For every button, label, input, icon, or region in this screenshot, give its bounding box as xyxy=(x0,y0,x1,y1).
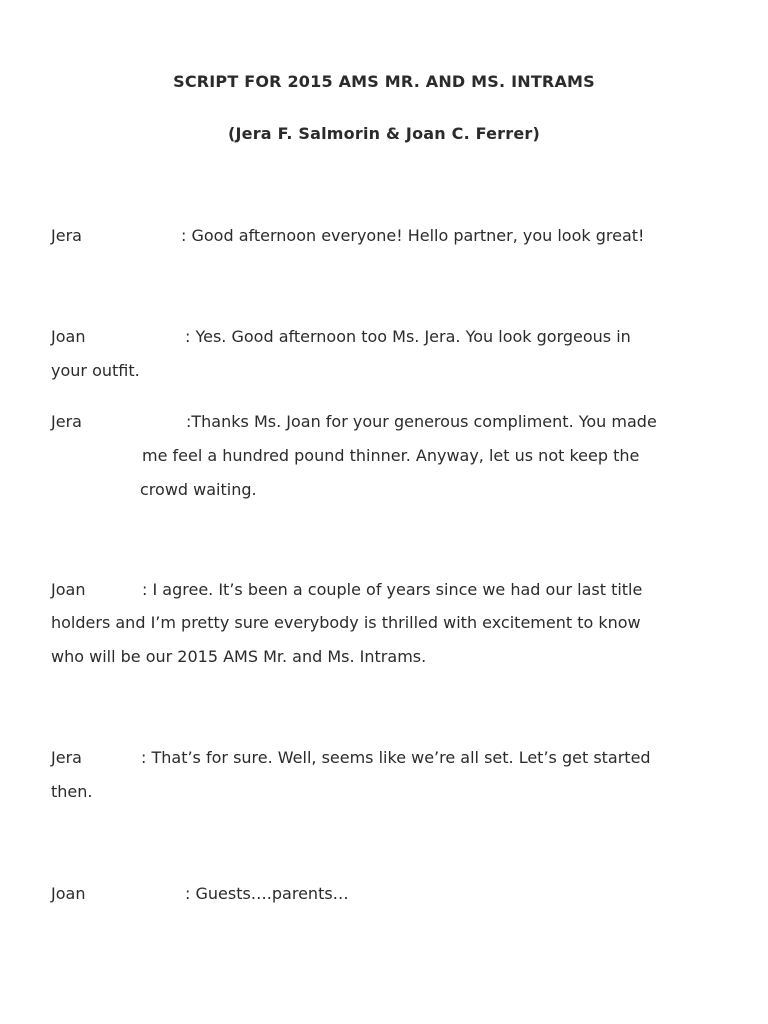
dialogue-continuation: crowd waiting. xyxy=(140,480,257,499)
dialogue-continuation: holders and I’m pretty sure everybody is thrilled with excitement to know xyxy=(51,613,641,632)
dialogue-line: : Guests….parents… xyxy=(185,884,349,903)
document-title: SCRIPT FOR 2015 AMS MR. AND MS. INTRAMS xyxy=(173,72,595,91)
dialogue-continuation: me feel a hundred pound thinner. Anyway, let us not keep the xyxy=(142,446,640,465)
speaker-name: Jera xyxy=(51,748,82,767)
dialogue-continuation: then. xyxy=(51,782,93,801)
speaker-name: Joan xyxy=(51,580,86,599)
speaker-name: Joan xyxy=(51,327,86,346)
dialogue-continuation: who will be our 2015 AMS Mr. and Ms. Intrams. xyxy=(51,647,427,666)
dialogue-line: : Yes. Good afternoon too Ms. Jera. You look gorgeous in xyxy=(185,327,631,346)
dialogue-line: : Good afternoon everyone! Hello partner, you look great! xyxy=(181,226,645,245)
dialogue-continuation: your outfit. xyxy=(51,361,140,380)
speaker-name: Joan xyxy=(51,884,86,903)
document-subtitle: (Jera F. Salmorin & Joan C. Ferrer) xyxy=(228,124,540,143)
dialogue-line: : That’s for sure. Well, seems like we’re all set. Let’s get started xyxy=(141,748,651,767)
speaker-name: Jera xyxy=(51,412,82,431)
dialogue-line: :Thanks Ms. Joan for your generous compliment. You made xyxy=(186,412,657,431)
dialogue-line: : I agree. It’s been a couple of years since we had our last title xyxy=(142,580,643,599)
speaker-name: Jera xyxy=(51,226,82,245)
